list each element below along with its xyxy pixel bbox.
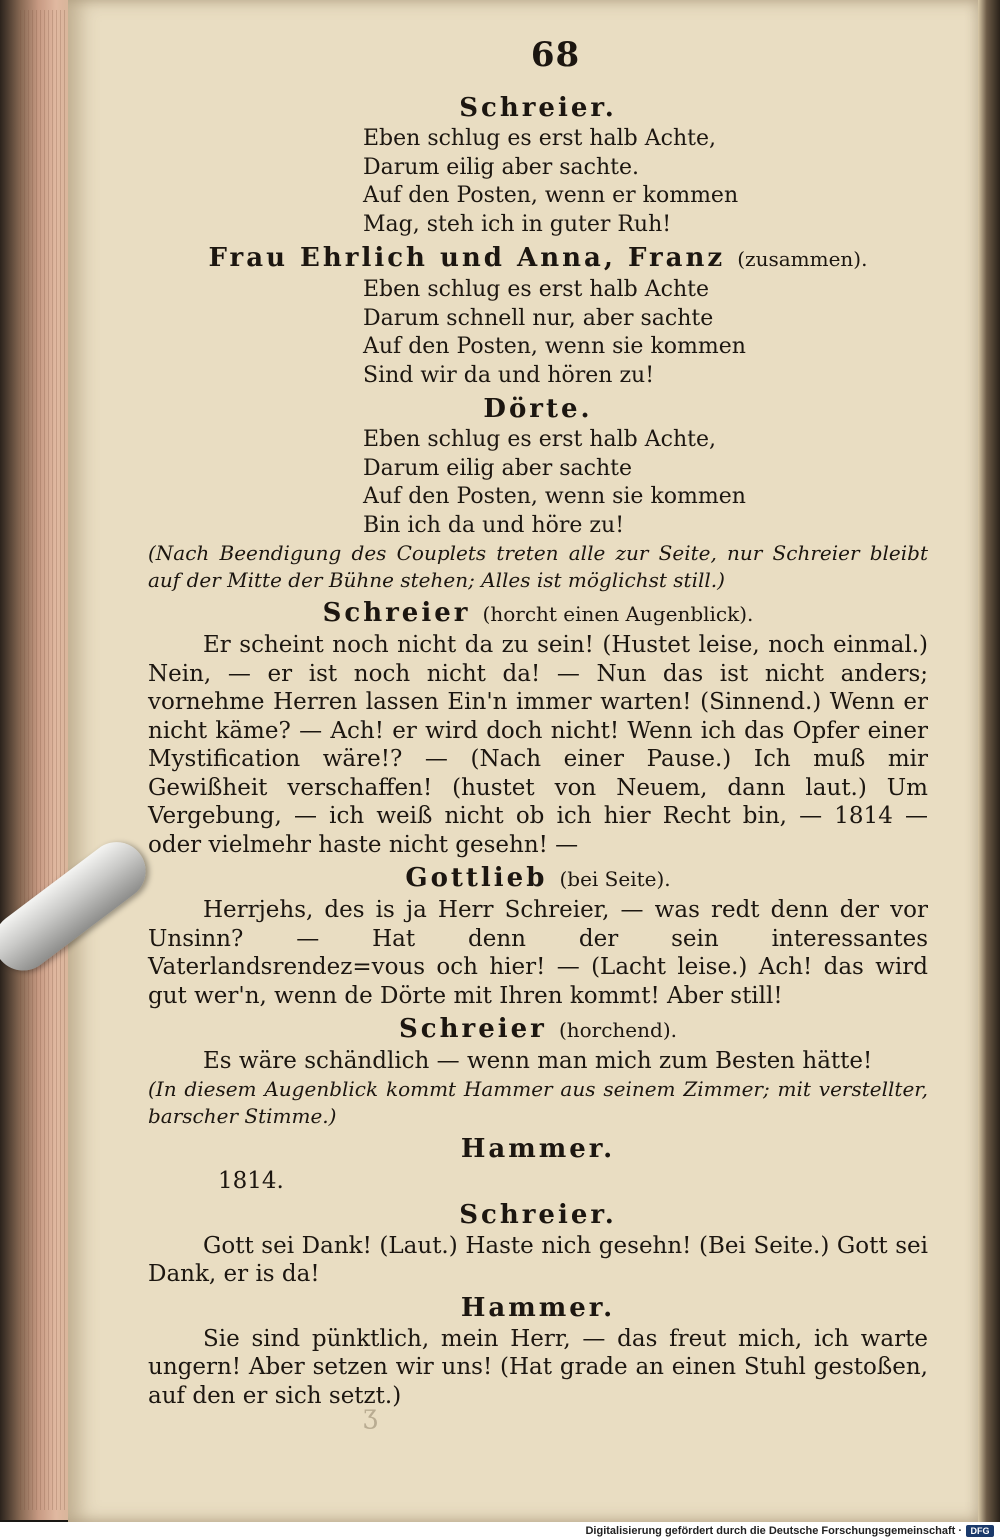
speaker-label: Gottlieb xyxy=(405,863,548,893)
dialogue-paragraph: Es wäre schändlich — wenn man mich zum Besten hätte! xyxy=(203,1048,873,1074)
dialogue-paragraph: Gott sei Dank! (Laut.) Haste nich gesehn! (Bei Seite.) Gott sei Dank, er is da! xyxy=(148,1232,928,1287)
speaker-name xyxy=(148,1134,928,1164)
verse-line: Mag, steh ich in guter Ruh! xyxy=(363,211,672,237)
faint-pencil-mark: ʒ xyxy=(363,1400,378,1430)
verse-line: Darum eilig aber sachte xyxy=(363,455,632,481)
dialogue-paragraph: Herrjehs, des is ja Herr Schreier, — was redt denn der vor Unsinn? — Hat denn der sein interessantes Vaterlandsrendez=vous och hier! — (Lacht leise.) Ach! das wird gut wer'n, wenn de Dörte mit Ihren kommt! Aber still! xyxy=(148,897,928,1009)
speaker-label: Schreier xyxy=(322,598,471,628)
stage-aside: (horcht einen Augenblick). xyxy=(482,602,754,626)
verse-line: Eben schlug es erst halb Achte xyxy=(363,277,709,302)
book-page-edges xyxy=(0,0,70,1520)
speaker-label: Hammer. xyxy=(460,1292,616,1323)
stage-direction: (Nach Beendigung des Couplets treten alle zur Seite, nur Schreier bleibt auf der Mitte der Bühne stehen; Alles ist möglichst still.) xyxy=(148,541,928,592)
page-text xyxy=(148,35,928,1410)
page-number: 68 xyxy=(530,35,581,75)
footer-bar xyxy=(0,1522,1000,1539)
verse-line: Darum eilig aber sachte. xyxy=(363,154,639,180)
dialogue-paragraph: Sie sind pünktlich, mein Herr, — das freut mich, ich warte ungern! Aber setzen wir uns! (Hat grade an einen Stuhl gestoßen, auf den er sich setzt.) xyxy=(148,1325,928,1409)
dialogue-line: 1814. xyxy=(218,1167,284,1194)
speaker-name xyxy=(148,93,928,123)
speaker-name xyxy=(148,1014,928,1045)
speaker-name xyxy=(148,243,928,274)
speaker-label: Schreier. xyxy=(459,93,617,123)
speaker-name xyxy=(148,863,928,894)
verse-line: Bin ich da und höre zu! xyxy=(363,512,625,538)
verse-line: Darum schnell nur, aber sachte xyxy=(363,305,714,331)
text-blocks xyxy=(148,93,928,1410)
speaker-label: Dörte. xyxy=(483,394,593,424)
dfg-logo: DFG xyxy=(966,1525,994,1537)
speaker-name xyxy=(148,1293,928,1323)
speaker-name xyxy=(148,598,928,629)
stage-direction: (In diesem Augenblick kommt Hammer aus seinem Zimmer; mit verstellter, barscher Stimme.) xyxy=(148,1076,928,1128)
verse-stanza xyxy=(363,276,928,390)
verse-line: Eben schlug es erst halb Achte, xyxy=(363,126,716,151)
stage-aside: (bei Seite). xyxy=(559,867,671,891)
verse-line: Auf den Posten, wenn er kommen xyxy=(363,183,739,208)
page-edge-lines xyxy=(20,10,70,1510)
verse-stanza xyxy=(363,125,928,239)
speaker-label: Hammer. xyxy=(460,1133,616,1164)
speaker-label: Frau Ehrlich und Anna, Franz xyxy=(208,243,726,273)
footer-credit: Digitalisierung gefördert durch die Deutsche Forschungsgemeinschaft · xyxy=(585,1525,962,1537)
dialogue-paragraph: Er scheint noch nicht da zu sein! (Hustet leise, noch einmal.) Nein, — er ist noch nicht da! — Nun das ist nicht anders; vornehme Herren lassen Ein'n immer warten! (Sinnend.) Wenn er nicht käme? — Ach! er wird doch nicht! Wenn ich das Opfer einer Mystification wäre!? — (Nach einer Pause.) Ich muß mir Gewißheit verschaffen! (hustet von Neuem, dann laut.) Um Vergebung, — ich weiß nicht ob ich hier Recht bin, — 1814 — oder vielmehr haste nicht gesehn! — xyxy=(148,632,928,858)
speaker-label: Schreier xyxy=(399,1014,547,1044)
speaker-name xyxy=(148,394,928,424)
speaker-name xyxy=(148,1200,928,1230)
verse-line: Auf den Posten, wenn sie kommen xyxy=(363,484,746,509)
stage-aside: (horchend). xyxy=(558,1018,677,1042)
book-right-edge xyxy=(978,0,1000,1522)
verse-line: Sind wir da und hören zu! xyxy=(363,362,655,388)
verse-line: Auf den Posten, wenn sie kommen xyxy=(363,334,746,359)
speaker-label: Schreier. xyxy=(459,1199,617,1230)
verse-stanza xyxy=(363,426,928,540)
verse-line: Eben schlug es erst halb Achte, xyxy=(363,427,716,452)
stage-aside: (zusammen). xyxy=(737,247,868,271)
